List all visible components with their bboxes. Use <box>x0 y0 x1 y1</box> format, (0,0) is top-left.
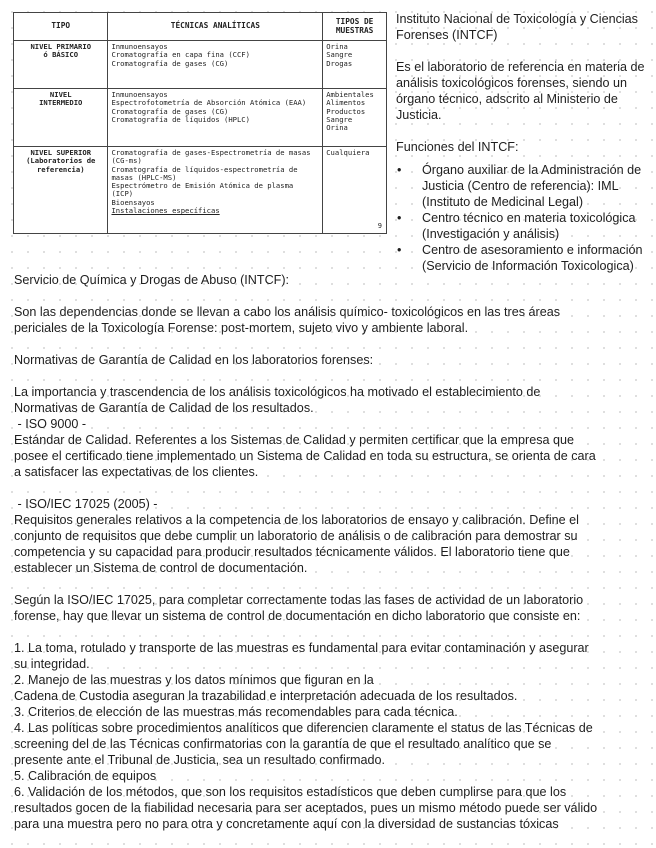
cell-text: Cromatografía de gases (CG) <box>111 106 229 116</box>
cell-text: Cromatografía de gases (CG) <box>111 58 229 68</box>
paragraph-line: Requisitos generales relativos a la competencia de los laboratorios de ensayo y calibración. Define el <box>14 513 579 527</box>
cell-text: Sangre <box>326 114 353 124</box>
cell-text: NIVEL SUPERIOR <box>30 148 92 157</box>
step-line: resultados gocen de la fiabilidad necesaria para ser aceptados, pues un mismo método puede ser válido <box>14 801 598 815</box>
intcf-functions-heading: Funciones del INTCF: <box>396 140 519 154</box>
analytical-techniques-table <box>13 12 387 234</box>
paragraph-line: Son las dependencias donde se llevan a cabo los análisis químico- toxicológicos en las tres áreas <box>14 305 561 319</box>
iso9000-heading: - ISO 9000 - <box>14 417 87 431</box>
main-text <box>14 272 644 832</box>
row-samples-intermedio <box>323 89 387 147</box>
step-line: screening del de las Técnicas confirmatorias con la garantía de que el resultado analítico que se <box>14 737 552 751</box>
intcf-section <box>396 11 646 274</box>
row-techniques-primario <box>108 41 323 89</box>
step-line: presente ante el Tribunal de Justicia, sea un resultado confirmado. <box>14 753 386 767</box>
cell-text: Cromatografía de gases-Espectrometría de masas <box>111 148 311 157</box>
table-page-number: 9 <box>377 221 382 230</box>
cell-text: Cromatografía de líquidos-espectrometría de <box>111 164 298 174</box>
step-line: 6. Validación de los métodos, que son los requisitos estadísticos que deben cumplirse para que los <box>14 785 567 799</box>
cell-text: NIVEL PRIMARIO <box>30 42 92 51</box>
paragraph-line: conjunto de requisitos que debe cumplir un laboratorio de análisis o de calibración para demostrar su <box>14 529 578 543</box>
cell-text: Inmunoensayos <box>111 42 168 51</box>
cell-text: masas (HPLC-MS) <box>111 172 177 182</box>
paragraph-line: periciales de la Toxicología Forense: post-mortem, sujeto vivo y ambiente laboral. <box>14 321 469 335</box>
cell-text: (Laboratorios de <box>26 156 96 166</box>
list-item: • Órgano auxiliar de la Administración de Justicia (Centro de referencia): IML (Instituto de Medicinal Legal) <box>396 162 646 210</box>
header-tipos-muestras: TIPOS DE MUESTRAS <box>323 13 387 41</box>
paragraph-line: Según la ISO/IEC 17025, para completar correctamente todas las fases de actividad de un laboratorio <box>14 593 584 607</box>
cell-text: Orina <box>326 42 348 51</box>
paragraph-line: Normativas de Garantía de Calidad de los resultados. <box>14 401 314 415</box>
cell-text: Productos <box>326 106 366 116</box>
step-line: 1. La toma, rotulado y transporte de las muestras es fundamental para evitar contaminación y asegurar <box>14 641 589 655</box>
paragraph-line: a satisfacer las expectativas de los clientes. <box>14 465 259 479</box>
cell-text: Drogas <box>326 58 353 68</box>
step-line: para una muestra pero no para otra y concretamente aquí con la diversidad de sustancias tóxicas <box>14 817 559 831</box>
cell-text: Espectrómetro de Emisión Atómica de plasma <box>111 181 294 191</box>
cell-text: Alimentos <box>326 98 366 108</box>
norms-heading: Normativas de Garantía de Calidad en los laboratorios forenses: <box>14 353 374 367</box>
list-item: • Centro de asesoramiento e información (Servicio de Información Toxicologica) <box>396 242 646 274</box>
row-techniques-intermedio <box>108 89 323 147</box>
table-row <box>14 89 387 147</box>
table-header-row <box>14 13 387 41</box>
cell-text: Espectrofotometría de Absorción Atómica (EAA) <box>111 98 307 108</box>
cell-text: Cualquiera <box>326 148 370 157</box>
row-type-superior <box>14 147 108 234</box>
table-row <box>14 147 387 234</box>
cell-text: INTERMEDIO <box>39 98 83 108</box>
row-type-primario <box>14 41 108 89</box>
intcf-description: Es el laboratorio de referencia en materia de análisis toxicológicos forenses, siendo un órgano técnico, adscrito al Ministerio de Justicia. <box>396 60 645 122</box>
paragraph-line: competencia y su capacidad para producir resultados técnicamente válidos. El laboratorio tiene que <box>14 545 570 559</box>
list-item: • Centro técnico en materia toxicológica (Investigación y análisis) <box>396 210 646 242</box>
table-row <box>14 41 387 89</box>
cell-text: ó BÁSICO <box>43 50 79 60</box>
header-tipo: TIPO <box>14 13 108 41</box>
cell-text: (ICP) <box>111 189 134 199</box>
cell-text: Sangre <box>326 50 353 60</box>
cell-text: Instalaciones específicas <box>111 206 220 216</box>
paragraph-line: forense, hay que llevar un sistema de control de documentación en dicho laboratorio que consiste en: <box>14 609 581 623</box>
service-heading: Servicio de Química y Drogas de Abuso (INTCF): <box>14 273 290 287</box>
step-line: 5. Calibración de equipos <box>14 769 157 783</box>
step-line: 2. Manejo de las muestras y los datos mínimos que figuran en la <box>14 673 374 687</box>
iso17025-heading: - ISO/IEC 17025 (2005) - <box>14 497 158 511</box>
step-line: Cadena de Custodia aseguran la trazabilidad e interpretación adecuada de los resultados. <box>14 689 518 703</box>
cell-text: NIVEL <box>49 90 72 99</box>
paragraph-line: Estándar de Calidad. Referentes a los Sistemas de Calidad y permiten certificar que la empresa que <box>14 433 575 447</box>
row-samples-primario <box>323 41 387 89</box>
cell-text: Orina <box>326 123 348 133</box>
step-line: 3. Criterios de elección de las muestras más recomendables para cada técnica. <box>14 705 458 719</box>
row-samples-superior <box>323 147 387 234</box>
paragraph-line: posee el certificado tiene implementado un Sistema de Calidad en toda su estructura, se orienta de cara <box>14 449 596 463</box>
cell-text: Bioensayos <box>111 197 155 207</box>
cell-text: Cromatografía en capa fina (CCF) <box>111 50 250 60</box>
step-line: 4. Las políticas sobre procedimientos analíticos que diferencien claramente el status de las Técnicas de <box>14 721 593 735</box>
cell-text: Ambientales <box>326 90 374 99</box>
step-line: su integridad. <box>14 657 90 671</box>
intcf-title: Instituto Nacional de Toxicología y Ciencias Forenses (INTCF) <box>396 12 638 42</box>
analytical-techniques-table-image <box>13 12 387 234</box>
cell-text: Cromatografía de líquidos (HPLC) <box>111 114 250 124</box>
row-techniques-superior <box>108 147 323 234</box>
header-tecnicas: TÉCNICAS ANALÍTICAS <box>108 13 323 41</box>
paragraph-line: establecer un Sistema de control de documentación. <box>14 561 308 575</box>
cell-text: referencia) <box>36 164 85 174</box>
intcf-functions-list <box>396 162 646 274</box>
row-type-intermedio <box>14 89 108 147</box>
cell-text: Inmunoensayos <box>111 90 168 99</box>
paragraph-line: La importancia y trascendencia de los análisis toxicológicos ha motivado el establecimiento de <box>14 385 541 399</box>
cell-text: (CG-ms) <box>111 156 142 166</box>
